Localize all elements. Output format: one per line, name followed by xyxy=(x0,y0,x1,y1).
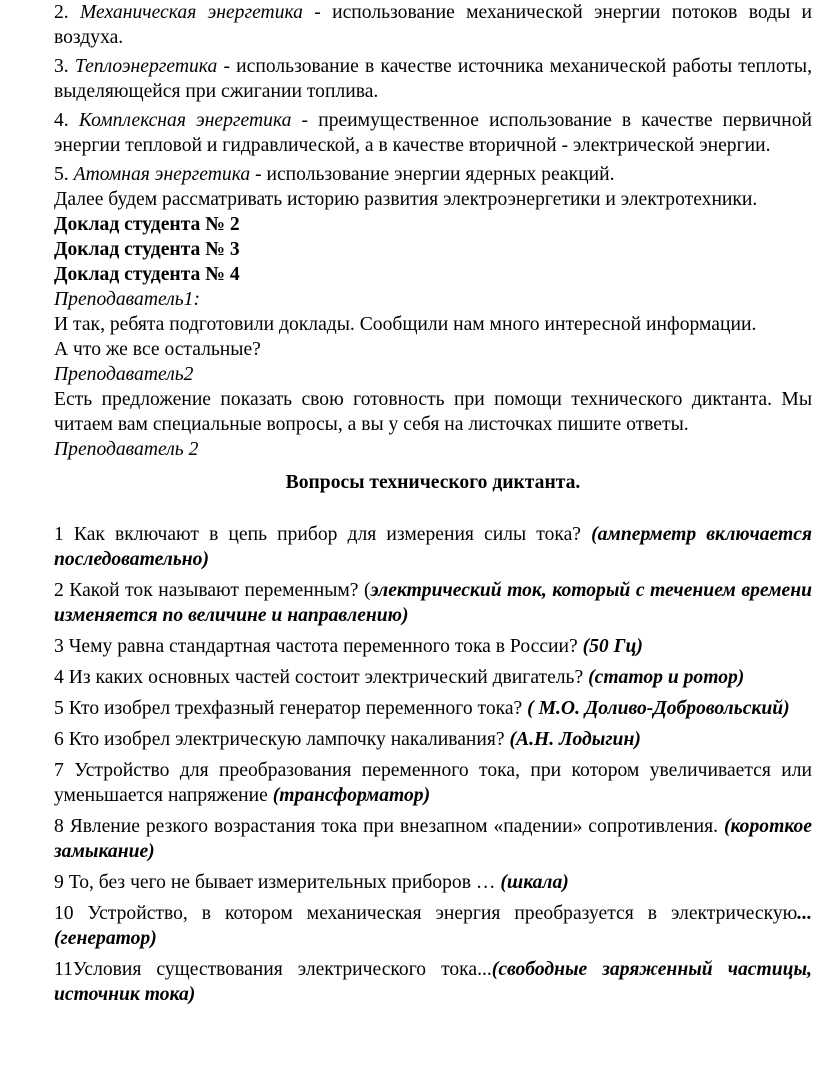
question-11: 11Условия существования электрического тока...(свободные заряженный частицы, источник тока) xyxy=(54,959,813,1005)
energy-term: Теплоэнергетика xyxy=(74,56,218,77)
energy-type-3 xyxy=(54,54,812,104)
answer: (амперметр включается последовательно) xyxy=(54,524,812,570)
energy-desc: - преимущественное использование в качестве первичной энергии тепловой и гидравлической, а в качестве вторичной - электрической энергии. xyxy=(54,110,813,156)
answer: ...(генератор) xyxy=(54,903,812,949)
question-7: 7 Устройство для преобразования переменного тока, при котором увеличивается или уменьшается напряжение (трансформатор) xyxy=(54,760,812,806)
report-2: Доклад студента № 2 xyxy=(54,214,240,235)
report-3: Доклад студента № 3 xyxy=(54,239,240,260)
question-6: 6 Кто изобрел электрическую лампочку накаливания? (А.Н. Лодыгин) xyxy=(54,729,641,750)
history-paragraph: Далее будем рассматривать историю развития электроэнергетики и электротехники. xyxy=(54,189,758,210)
teacher2-text: Есть предложение показать свою готовность при помощи технического диктанта. Мы читаем вам специальные вопросы, а вы у себя на листочках пишите ответы. xyxy=(54,389,812,435)
energy-term: Механическая энергетика xyxy=(80,2,303,23)
question-9: 9 То, без чего не бывает измерительных приборов … (шкала) xyxy=(54,872,569,893)
energy-term: Комплексная энергетика xyxy=(78,110,292,131)
answer: (свободные заряженный частицы, источник тока) xyxy=(54,959,813,1005)
teacher2-label-b: Преподаватель 2 xyxy=(54,439,199,460)
item-number: 4. xyxy=(54,110,69,131)
answer: (короткое замыкание) xyxy=(54,816,812,862)
energy-desc: - использование в качестве источника механической работы теплоты, выделяющейся при сжигании топлива. xyxy=(54,56,812,102)
question-2: 2 Какой ток называют переменным? (электрический ток, который с течением времени изменяется по величине и направлению) xyxy=(54,580,812,626)
question-4: 4 Из каких основных частей состоит электрический двигатель? (статор и ротор) xyxy=(54,667,745,688)
energy-type-5 xyxy=(54,162,812,187)
answer: (50 Гц) xyxy=(582,636,643,657)
document-page xyxy=(54,0,812,1007)
item-number: 3. xyxy=(54,56,69,77)
question-10: 10 Устройство, в котором механическая энергия преобразуется в электрическую...(генератор) xyxy=(54,903,812,949)
energy-term: Атомная энергетика xyxy=(73,164,251,185)
teacher1-label: Преподаватель1: xyxy=(54,289,200,310)
spacer xyxy=(54,495,812,522)
energy-type-2 xyxy=(54,0,812,50)
question-5: 5 Кто изобрел трехфазный генератор переменного тока? ( М.О. Доливо-Добровольский) xyxy=(54,698,790,719)
question-3: 3 Чему равна стандартная частота переменного тока в России? (50 Гц) xyxy=(54,636,643,657)
energy-type-4 xyxy=(54,108,812,158)
report-4: Доклад студента № 4 xyxy=(54,264,240,285)
energy-desc: - использование энергии ядерных реакций. xyxy=(250,164,615,185)
item-number: 5. xyxy=(54,164,69,185)
question-8: 8 Явление резкого возрастания тока при внезапном «падении» сопротивления. (короткое замыкание) xyxy=(54,816,812,862)
teacher1-question: А что же все остальные? xyxy=(54,339,261,360)
question-1: 1 Как включают в цепь прибор для измерения силы тока? (амперметр включается последовательно) xyxy=(54,524,812,570)
answer: (трансформатор) xyxy=(272,785,431,806)
answer: (А.Н. Лодыгин) xyxy=(509,729,641,750)
answer: ( М.О. Доливо-Добровольский) xyxy=(527,698,790,719)
answer: электрический ток, который с течением времени изменяется по величине и направлению) xyxy=(54,580,812,626)
teacher1-text: И так, ребята подготовили доклады. Сообщили нам много интересной информации. xyxy=(54,314,757,335)
item-number: 2. xyxy=(54,2,69,23)
energy-desc: - использование механической энергии потоков воды и воздуха. xyxy=(54,2,812,48)
teacher2-label: Преподаватель2 xyxy=(54,364,194,385)
answer: (шкала) xyxy=(500,872,569,893)
dictation-title: Вопросы технического диктанта. xyxy=(285,472,581,493)
answer: (статор и ротор) xyxy=(588,667,745,688)
